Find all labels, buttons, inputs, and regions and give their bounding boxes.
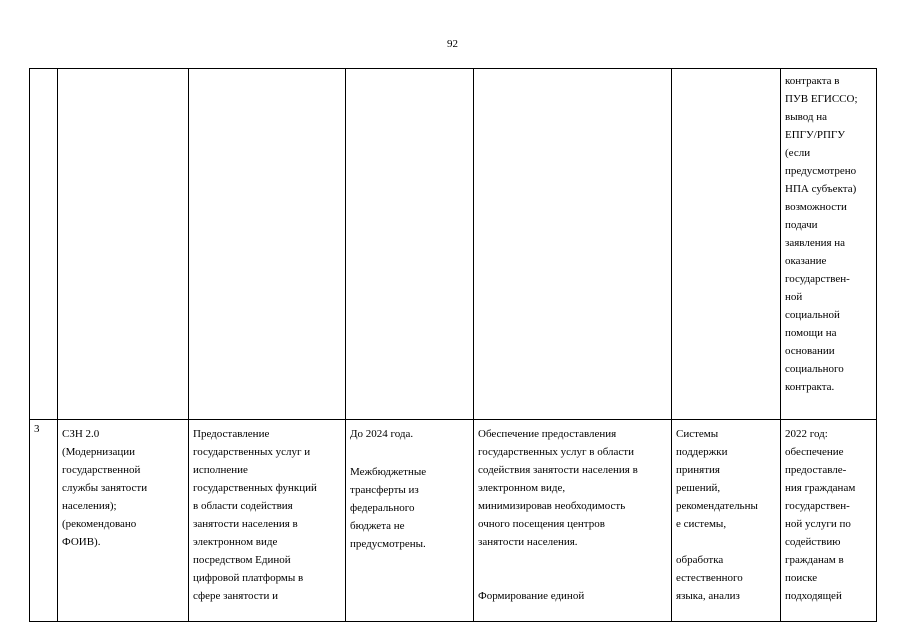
text-line: Обеспечение предоставления: [478, 428, 617, 440]
text-line: подачи: [785, 219, 818, 231]
text-line: в области содействия: [193, 500, 293, 512]
text-line: ПУВ ЕГИССО;: [785, 93, 858, 105]
text-line: электронном виде: [193, 536, 278, 548]
text-line: государственных услуг и: [193, 446, 311, 458]
text-line: электронном виде,: [478, 482, 566, 494]
text-line: 2022 год:: [785, 428, 828, 440]
cell-deadline: [346, 69, 474, 420]
cell-results: [781, 420, 877, 622]
text-line: оказание: [785, 255, 827, 267]
text-line: е системы,: [676, 518, 727, 530]
cell-technologies: [672, 69, 781, 420]
cell-system-name: [58, 420, 189, 622]
text-line: основании: [785, 345, 835, 357]
text-line: минимизировав необходимость: [478, 500, 626, 512]
table-row: [30, 69, 877, 420]
text-line: ЕПГУ/РПГУ: [785, 129, 846, 141]
text-line: предусмотрены.: [350, 538, 426, 550]
cell-number: [30, 69, 58, 420]
cell-number: [30, 420, 58, 622]
text-line: социальной: [785, 309, 840, 321]
cell-effect: [474, 69, 672, 420]
text-line: помощи на: [785, 327, 837, 339]
table-row: [30, 420, 877, 622]
text-line: вывод на: [785, 111, 828, 123]
text-line: предоставле-: [785, 464, 847, 476]
text-line: населения);: [62, 500, 117, 512]
text-line: исполнение: [193, 464, 248, 476]
text-line: заявления на: [785, 237, 846, 249]
spacer: [350, 443, 469, 463]
cell-description: [189, 69, 346, 420]
text-line: языка, анализ: [676, 590, 740, 602]
text-line: подходящей: [785, 590, 842, 602]
text-line: занятости населения.: [478, 536, 578, 548]
text-line: естественного: [676, 572, 743, 584]
text-line: принятия: [676, 464, 720, 476]
cell-results: [781, 69, 877, 420]
text-line: Формирование единой: [478, 590, 585, 602]
cell-deadline: [346, 420, 474, 622]
document-table: [29, 68, 877, 622]
text-line: (рекомендовано: [62, 518, 137, 530]
text-line: Системы: [676, 428, 719, 440]
page-number: 92: [447, 38, 458, 50]
text-line: государственных услуг в области: [478, 446, 634, 458]
text-line: гражданам в: [785, 554, 844, 566]
text-line: СЗН 2.0: [62, 428, 100, 440]
text-line: решений,: [676, 482, 721, 494]
text-line: поиске: [785, 572, 818, 584]
text-line: содействию: [785, 536, 841, 548]
text-line: государственных функций: [193, 482, 317, 494]
text-line: государственной: [62, 464, 141, 476]
text-line: государствен-: [785, 273, 850, 285]
text-line: цифровой платформы в: [193, 572, 304, 584]
text-line: Межбюджетные: [350, 466, 427, 478]
deadline-text: До 2024 года.: [350, 428, 414, 440]
row-number: 3: [34, 423, 40, 435]
text-line: обеспечение: [785, 446, 844, 458]
text-line: бюджета не: [350, 520, 405, 532]
text-line: контракта.: [785, 381, 835, 393]
text-line: рекомендательны: [676, 500, 758, 512]
text-line: службы занятости: [62, 482, 148, 494]
text-line: ной услуги по: [785, 518, 851, 530]
text-line: ФОИВ).: [62, 536, 101, 548]
text-line: трансферты из: [350, 484, 419, 496]
text-line: содействия занятости населения в: [478, 464, 638, 476]
text-line: сфере занятости и: [193, 590, 278, 602]
text-line: предусмотрено: [785, 165, 857, 177]
text-line: контракта в: [785, 75, 840, 87]
cell-description: [189, 420, 346, 622]
text-line: (если: [785, 147, 811, 159]
text-line: возможности: [785, 201, 847, 213]
text-line: (Модернизации: [62, 446, 135, 458]
text-line: посредством Единой: [193, 554, 291, 566]
spacer: [676, 533, 776, 551]
text-line: федерального: [350, 502, 415, 514]
cell-technologies: [672, 420, 781, 622]
cell-effect: [474, 420, 672, 622]
text-line: НПА субъекта): [785, 183, 857, 195]
text-line: поддержки: [676, 446, 728, 458]
spacer: [478, 569, 667, 587]
text-line: Предоставление: [193, 428, 270, 440]
text-line: государствен-: [785, 500, 850, 512]
text-line: социального: [785, 363, 844, 375]
text-line: обработка: [676, 554, 724, 566]
text-line: очного посещения центров: [478, 518, 605, 530]
text-line: занятости населения в: [193, 518, 298, 530]
text-line: ной: [785, 291, 803, 303]
text-line: ния гражданам: [785, 482, 856, 494]
spacer: [478, 551, 667, 569]
cell-system-name: [58, 69, 189, 420]
